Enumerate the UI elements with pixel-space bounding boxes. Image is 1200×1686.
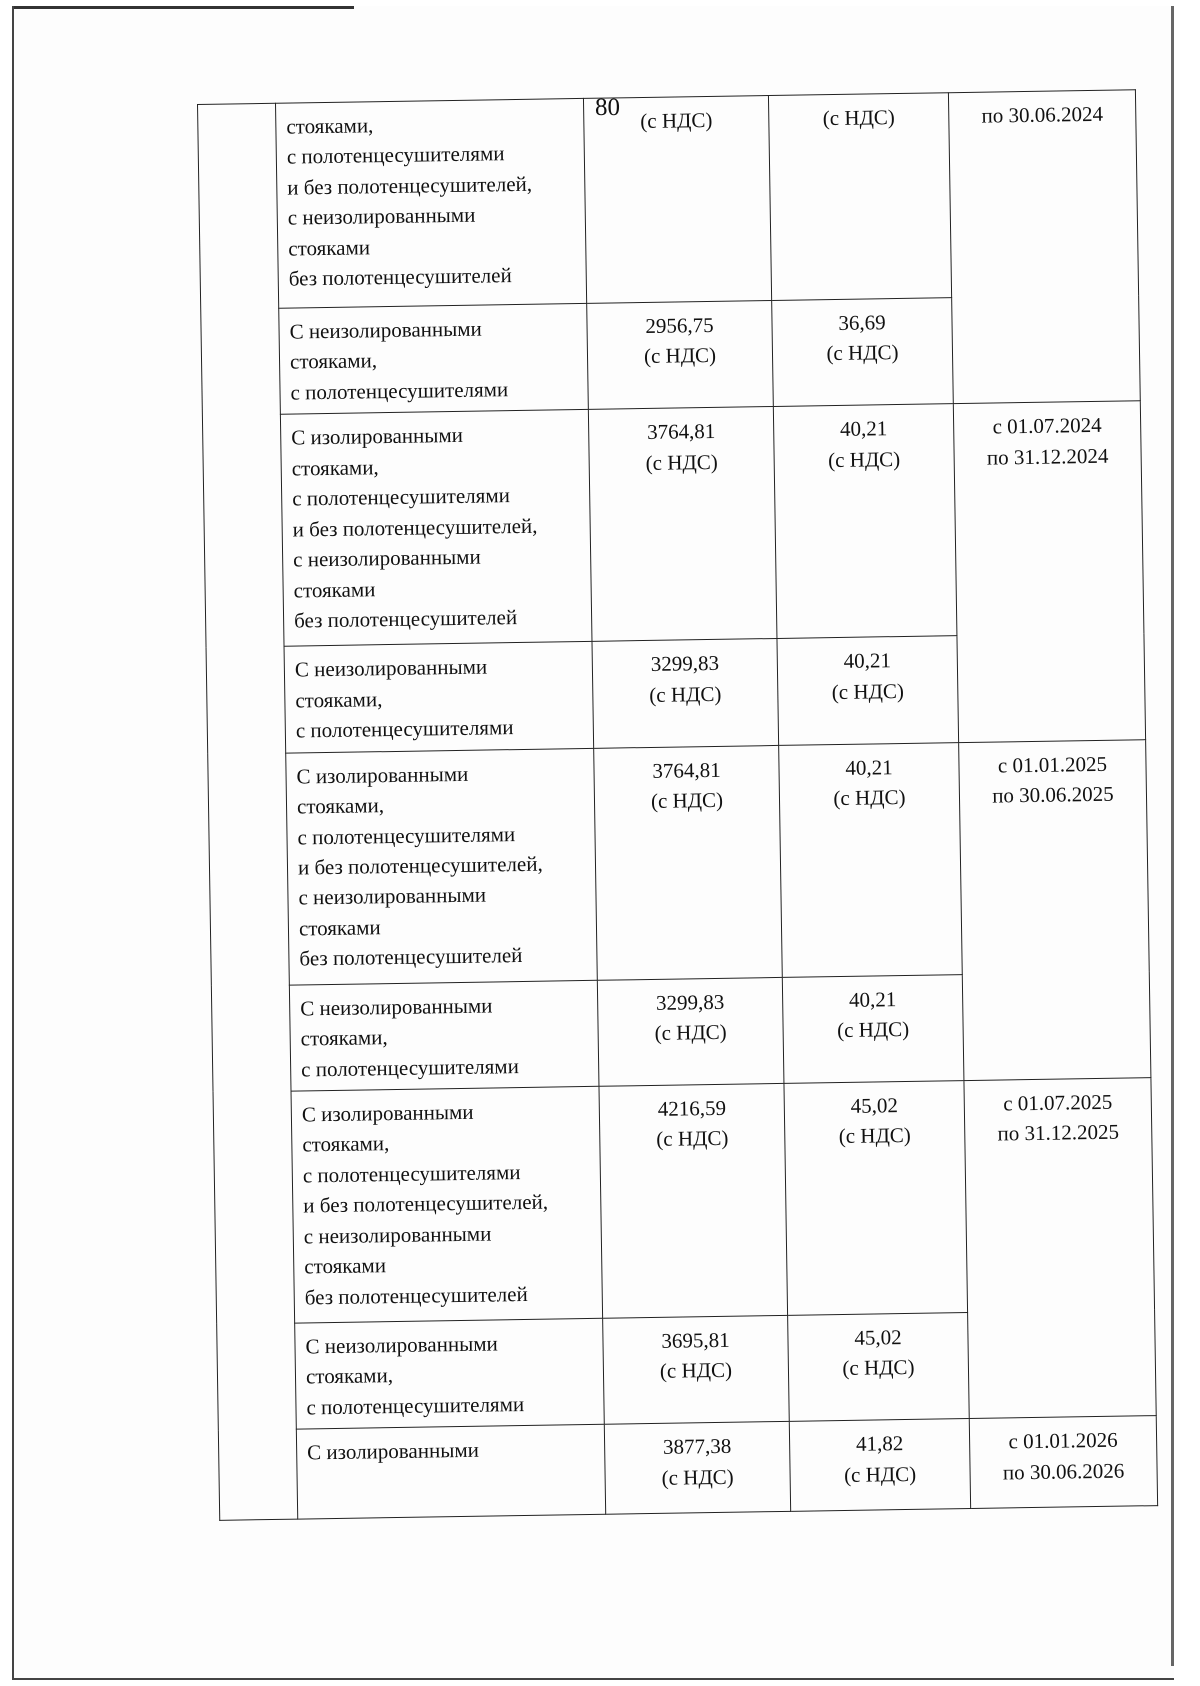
tariff-price-cell bbox=[592, 639, 779, 748]
tariff-price-cell bbox=[583, 96, 771, 304]
cell-text-line: по 30.06.2025 bbox=[992, 781, 1114, 808]
cell-text-line: по 30.06.2024 bbox=[981, 101, 1104, 128]
cell-text-line: 40,21 bbox=[845, 754, 893, 780]
cell-text-line: и без полотенцесушителей, bbox=[303, 1189, 549, 1218]
cell-text-line: 3764,81 bbox=[652, 757, 721, 783]
cell-text-line: (с НДС) bbox=[833, 785, 906, 811]
validity-period-cell bbox=[969, 1416, 1157, 1509]
cell-text-line: 3299,83 bbox=[655, 989, 725, 1015]
cell-text-line: (с НДС) bbox=[640, 107, 713, 134]
table-row bbox=[198, 90, 1139, 310]
consumption-norm-cell bbox=[779, 742, 963, 977]
cell-text-line: (с НДС) bbox=[659, 1358, 733, 1384]
validity-period-cell bbox=[948, 90, 1140, 404]
riser-description-cell bbox=[280, 410, 592, 647]
cell-text-line: 45,02 bbox=[854, 1325, 902, 1350]
cell-text-line: с полотенцесушителями bbox=[292, 483, 511, 511]
cell-text-line: (с НДС) bbox=[822, 105, 896, 131]
tariff-price-cell bbox=[587, 300, 774, 409]
cell-text-line: (с НДС) bbox=[842, 1355, 915, 1381]
cell-text-line: без полотенцесушителей bbox=[304, 1281, 528, 1310]
riser-description-cell bbox=[296, 1425, 605, 1520]
cell-text-line: С изолированными bbox=[301, 1099, 474, 1127]
cell-text-line: (с НДС) bbox=[838, 1123, 912, 1149]
cell-text-line: с 01.01.2026 bbox=[1008, 1427, 1118, 1454]
cell-text-line: 41,82 bbox=[855, 1431, 904, 1457]
cell-text-line: стояками, bbox=[289, 348, 378, 375]
tariff-price-cell bbox=[604, 1422, 790, 1515]
cell-text-line: с неизолированными bbox=[303, 1221, 492, 1249]
cell-text-line: с полотенцесушителями bbox=[297, 821, 516, 850]
cell-text-line: (с НДС) bbox=[843, 1461, 917, 1487]
cell-text-line: С неизолированными bbox=[305, 1331, 498, 1359]
table-row bbox=[218, 1416, 1157, 1521]
cell-text-line: по 30.06.2026 bbox=[1002, 1458, 1125, 1485]
cell-text-line: стояками bbox=[304, 1253, 387, 1279]
cell-text-line: с полотенцесушителями bbox=[286, 141, 505, 170]
cell-text-line: по 31.12.2025 bbox=[997, 1120, 1120, 1146]
validity-period-cell bbox=[959, 739, 1151, 1080]
cell-text-line: по 31.12.2024 bbox=[986, 443, 1109, 470]
consumption-norm-cell bbox=[772, 298, 954, 407]
cell-text-line: 3695,81 bbox=[661, 1327, 730, 1353]
cell-text-line: с неизолированными bbox=[292, 544, 481, 572]
cell-text-line: (с НДС) bbox=[831, 678, 905, 704]
validity-period-cell bbox=[953, 401, 1145, 742]
cell-text-line: С изолированными bbox=[307, 1437, 480, 1465]
cell-text-line: стояками, bbox=[295, 686, 383, 713]
cell-text-line: с полотенцесушителями bbox=[300, 1053, 520, 1081]
consumption-norm-cell bbox=[773, 404, 957, 639]
cell-text-line: (с НДС) bbox=[650, 787, 724, 814]
cell-text-line: с полотенцесушителями bbox=[295, 715, 514, 743]
consumption-norm-cell bbox=[784, 1081, 968, 1316]
riser-description-cell bbox=[284, 642, 594, 753]
cell-text-line: 45,02 bbox=[850, 1093, 899, 1118]
cell-text-line: без полотенцесушителей bbox=[288, 263, 512, 291]
cell-text-line: стояками, bbox=[286, 113, 374, 139]
cell-text-line: стояками, bbox=[291, 454, 379, 481]
document-frame bbox=[197, 89, 1158, 1569]
cell-text-line: с неизолированными bbox=[298, 882, 487, 910]
cell-text-line: (с НДС) bbox=[649, 681, 722, 707]
cell-text-line: 40,21 bbox=[839, 416, 888, 442]
cell-text-line: 40,21 bbox=[843, 648, 892, 674]
riser-description-cell bbox=[286, 748, 598, 985]
cell-text-line: С неизолированными bbox=[294, 654, 488, 682]
cell-text-line: (с НДС) bbox=[661, 1464, 734, 1490]
tariff-price-cell bbox=[599, 1083, 788, 1318]
cell-text-line: без полотенцесушителей bbox=[293, 604, 518, 633]
cell-text-line: 4216,59 bbox=[657, 1095, 727, 1121]
riser-description-cell bbox=[291, 1086, 603, 1323]
cell-text-line: и без полотенцесушителей, bbox=[287, 171, 533, 200]
cell-text-line: (с НДС) bbox=[656, 1126, 729, 1152]
cell-text-line: (с НДС) bbox=[836, 1016, 910, 1043]
cell-text-line: С изолированными bbox=[291, 423, 464, 450]
table-row bbox=[202, 401, 1144, 648]
cell-text-line: (с НДС) bbox=[654, 1019, 727, 1045]
cell-text-line: с полотенцесушителями bbox=[306, 1391, 525, 1420]
cell-text-line: с полотенцесушителями bbox=[290, 377, 509, 405]
cell-text-line: с полотенцесушителями bbox=[302, 1159, 521, 1188]
cell-text-line: стояками, bbox=[302, 1131, 390, 1157]
cell-text-line: и без полотенцесушителей, bbox=[297, 851, 543, 880]
cell-text-line: 3877,38 bbox=[662, 1434, 732, 1460]
cell-text-line: 36,69 bbox=[838, 310, 886, 335]
cell-text-line: (с НДС) bbox=[827, 446, 901, 472]
cell-text-line: С неизолированными bbox=[300, 993, 493, 1021]
tariff-price-cell bbox=[603, 1315, 790, 1424]
consumption-norm-cell bbox=[782, 974, 964, 1083]
cell-text-line: 40,21 bbox=[848, 986, 897, 1012]
riser-description-cell bbox=[279, 303, 589, 414]
validity-period-cell bbox=[964, 1078, 1156, 1419]
riser-description-cell bbox=[289, 980, 599, 1091]
cell-text-line: с 01.07.2025 bbox=[1003, 1089, 1113, 1116]
cell-text-line: стояками bbox=[298, 915, 381, 941]
cell-text-line: 2956,75 bbox=[645, 312, 714, 338]
tariff-table bbox=[197, 89, 1158, 1521]
cell-text-line: без полотенцесушителей bbox=[299, 943, 523, 971]
cell-text-line: (с НДС) bbox=[643, 343, 717, 369]
table-row bbox=[213, 1078, 1155, 1325]
cell-text-line: 3299,83 bbox=[650, 651, 720, 677]
cell-text-line: С изолированными bbox=[296, 761, 469, 789]
page-number: 80 bbox=[595, 94, 620, 121]
table-row bbox=[208, 739, 1150, 986]
cell-text-line: стояками bbox=[288, 235, 371, 261]
consumption-norm-cell bbox=[788, 1312, 970, 1421]
cell-text-line: С неизолированными bbox=[289, 316, 483, 344]
consumption-norm-cell bbox=[777, 636, 959, 745]
tariff-price-cell bbox=[588, 407, 777, 642]
sheet-top-edge bbox=[14, 6, 354, 9]
cell-text-line: (с НДС) bbox=[826, 340, 899, 366]
consumption-norm-cell bbox=[789, 1419, 970, 1512]
cell-text-line: стояками, bbox=[296, 793, 385, 819]
tariff-price-cell bbox=[594, 745, 783, 980]
cell-text-line: стояками, bbox=[300, 1025, 388, 1051]
riser-description-cell bbox=[275, 98, 586, 308]
sheet-right-edge bbox=[1171, 6, 1174, 1666]
cell-text-line: 3764,81 bbox=[646, 419, 716, 445]
cell-text-line: стояками bbox=[293, 576, 376, 603]
consumption-norm-cell bbox=[768, 93, 951, 301]
cell-text-line: стояками, bbox=[305, 1363, 394, 1389]
cell-text-line: и без полотенцесушителей, bbox=[292, 513, 538, 542]
riser-description-cell bbox=[295, 1318, 605, 1429]
tariff-price-cell bbox=[597, 977, 784, 1086]
cell-text-line: с 01.01.2025 bbox=[997, 751, 1108, 778]
cell-text-line: с неизолированными bbox=[287, 202, 476, 230]
cell-text-line: (с НДС) bbox=[645, 449, 718, 475]
cell-text-line: с 01.07.2024 bbox=[992, 413, 1102, 439]
